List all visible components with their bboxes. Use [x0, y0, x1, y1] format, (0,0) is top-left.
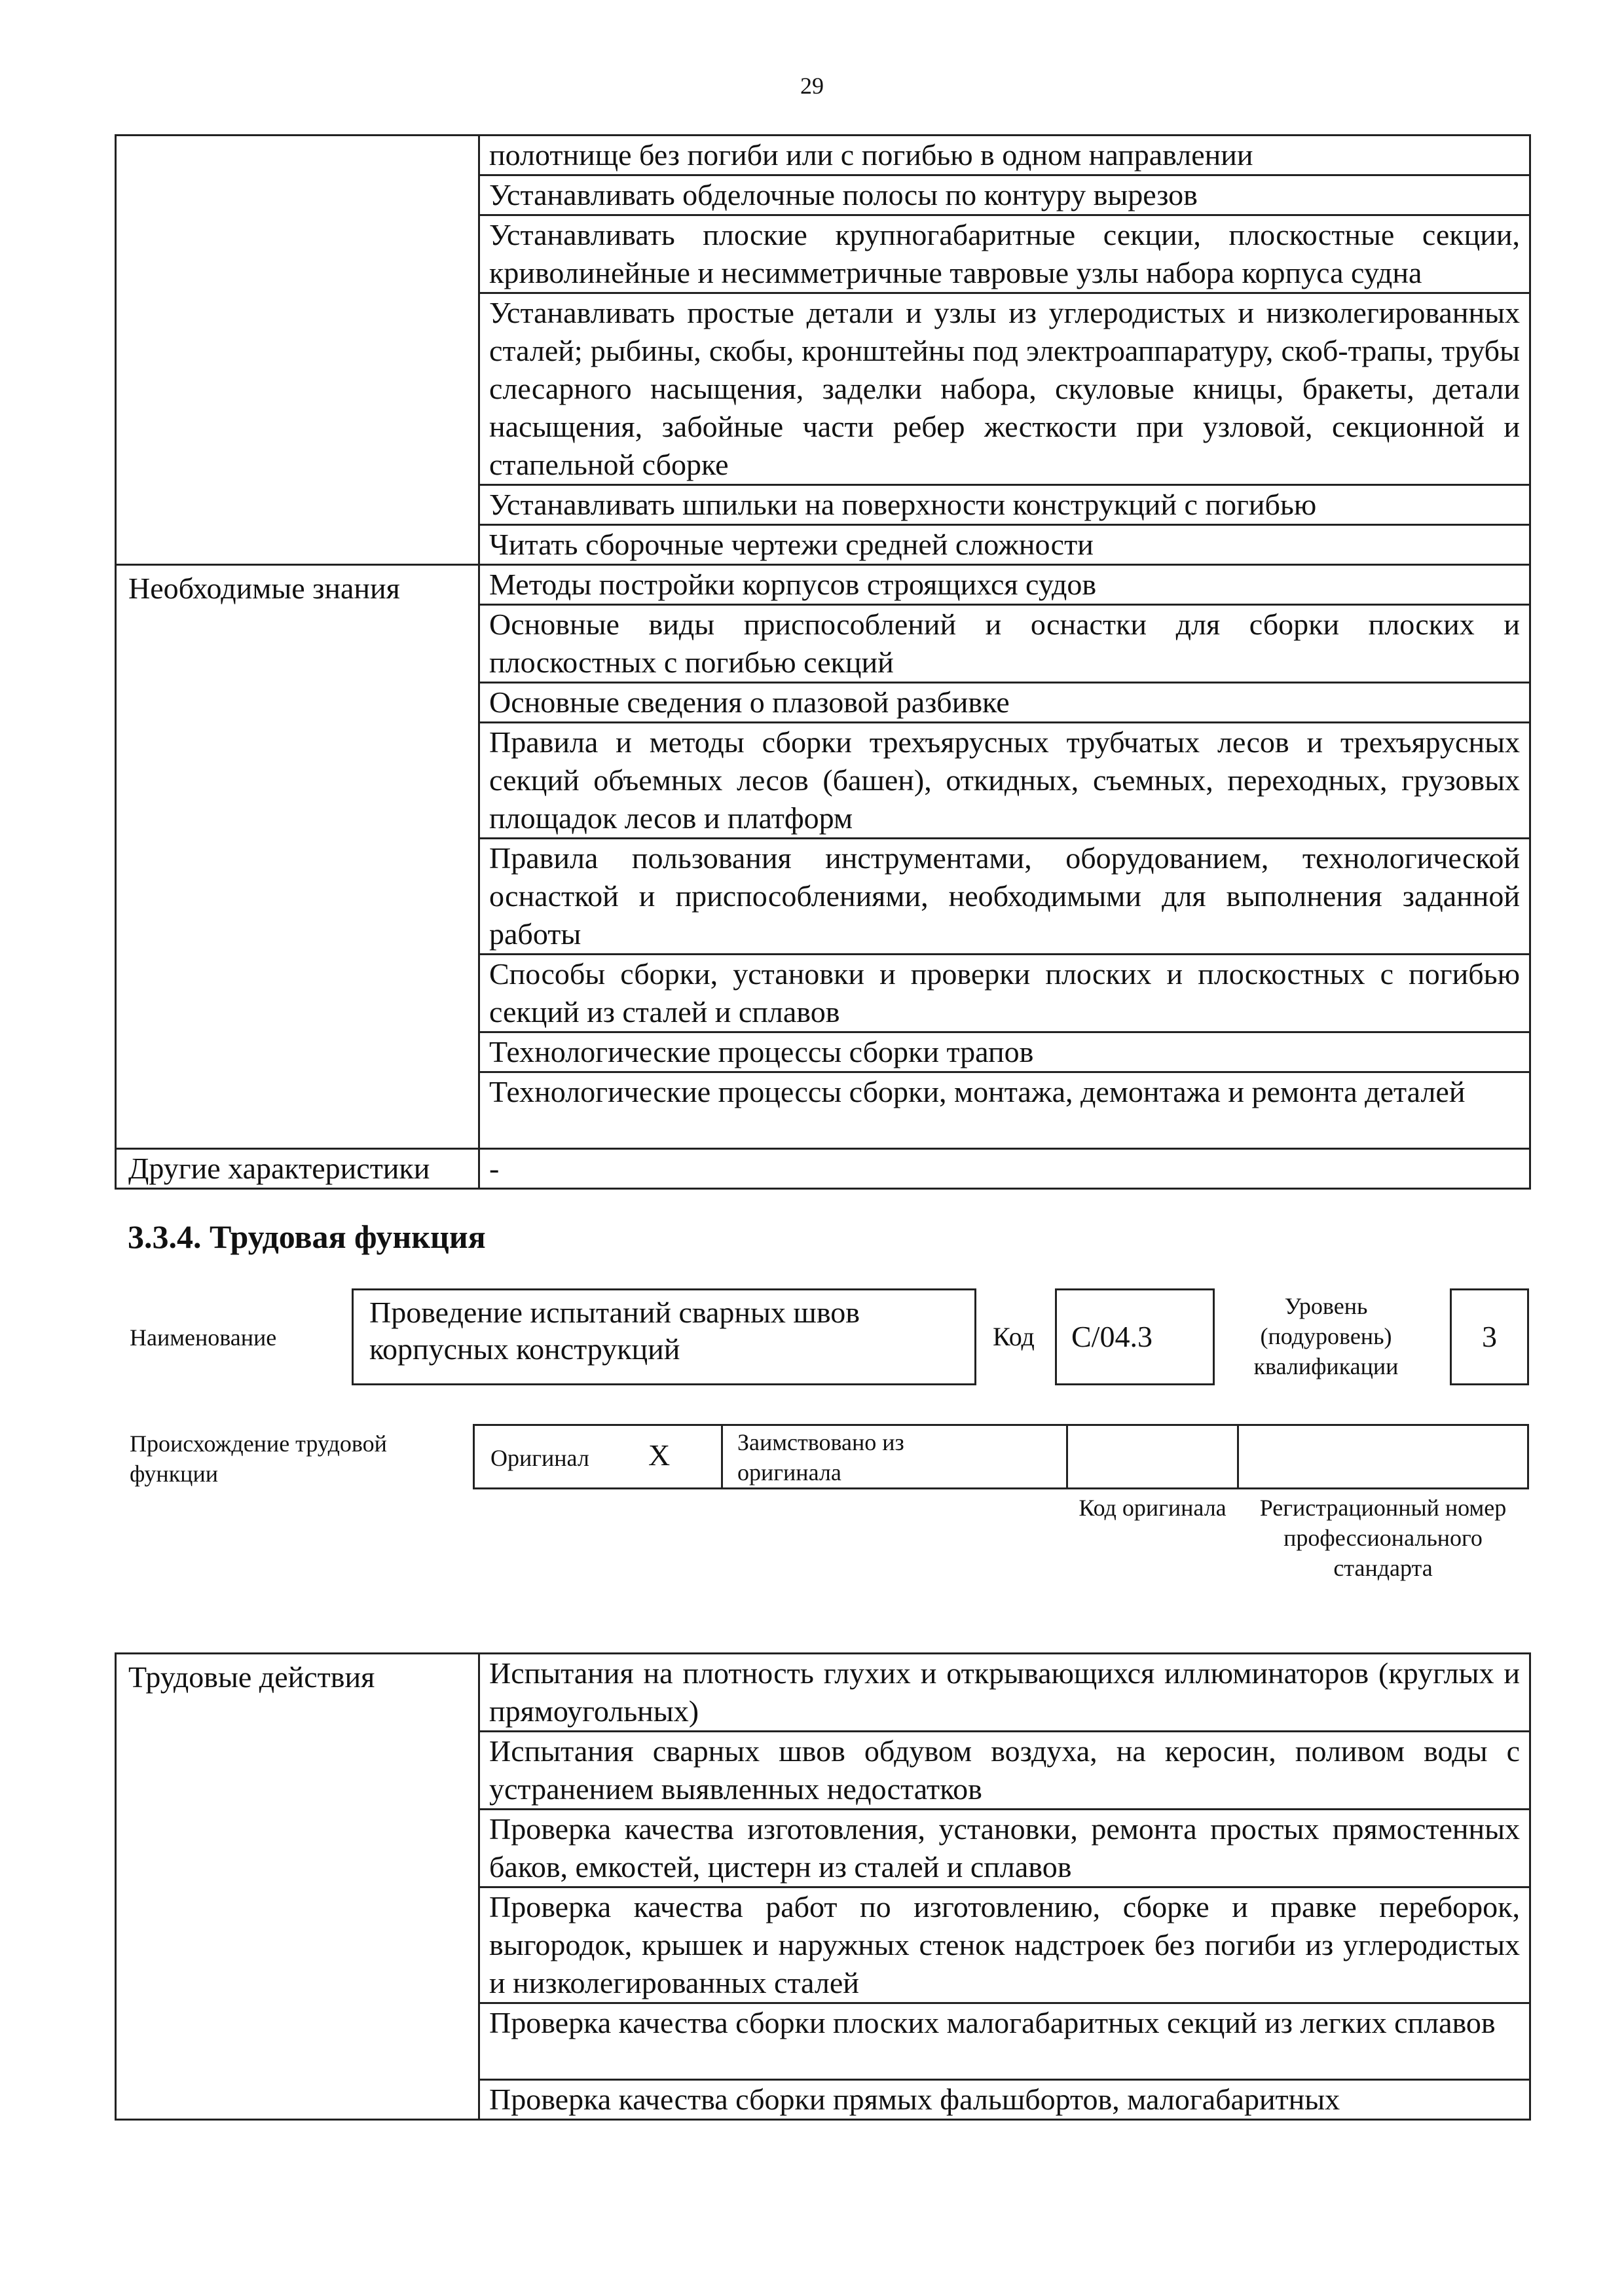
original-cell	[473, 1424, 723, 1489]
borrowed-label: Заимствовано из оригинала	[737, 1429, 904, 1485]
table-cell: -	[479, 1149, 1530, 1189]
table-cell: Технологические процессы сборки трапов	[479, 1032, 1530, 1072]
table-cell: Читать сборочные чертежи средней сложности	[479, 525, 1530, 565]
table-cell: полотнище без погиби или с погибью в одном направлении	[479, 136, 1530, 175]
code-label: Код	[993, 1322, 1035, 1351]
row-label-skills	[116, 136, 479, 565]
table-cell: Устанавливать обделочные полосы по контуру вырезов	[479, 175, 1530, 215]
table-cell: Испытания на плотность глухих и открывающихся иллюминаторов (круглых и прямоугольных)	[479, 1654, 1530, 1732]
table-cell: Устанавливать простые детали и узлы из углеродистых и низколегированных сталей; рыбины, скобы, кронштейны под электроаппаратуру, скоб-трапы, трубы слесарного насыщения, заделки набора, скуловые кницы, бракеты, детали насыщения, забойные части ребер жесткости при узловой, секционной и стапельной сборке	[479, 293, 1530, 485]
row-label-labor-actions: Трудовые действия	[116, 1654, 479, 2120]
table-cell: Правила пользования инструментами, оборудованием, технологической оснасткой и приспособлениями, необходимыми для выполнения заданной работы	[479, 839, 1530, 955]
table-cell: Технологические процессы сборки, монтажа, демонтажа и ремонта деталей	[479, 1072, 1530, 1149]
skills-knowledge-table	[115, 134, 1531, 1190]
table-cell: Проверка качества изготовления, установки, ремонта простых прямостенных баков, емкостей, цистерн из сталей и сплавов	[479, 1810, 1530, 1887]
level-value: 3	[1482, 1320, 1497, 1353]
reg-number-cell	[1237, 1424, 1529, 1489]
function-name-value: Проведение испытаний сварных швов корпусных конструкций	[369, 1296, 860, 1366]
table-cell: Способы сборки, установки и проверки плоских и плоскостных с погибью секций из сталей и сплавов	[479, 955, 1530, 1032]
origin-label: Происхождение трудовой функции	[130, 1430, 387, 1487]
table-cell: Методы постройки корпусов строящихся судов	[479, 565, 1530, 605]
table-cell: Устанавливать шпильки на поверхности конструкций с погибью	[479, 485, 1530, 525]
borrowed-cell	[721, 1424, 1068, 1489]
row-label-other-characteristics: Другие характеристики	[116, 1149, 479, 1189]
table-cell: Устанавливать плоские крупногабаритные секции, плоскостные секции, криволинейные и несимметричные тавровые узлы набора корпуса судна	[479, 215, 1530, 293]
labor-actions-table	[115, 1652, 1531, 2121]
name-label: Наименование	[130, 1324, 277, 1351]
table-cell: Основные сведения о плазовой разбивке	[479, 683, 1530, 723]
origin-code-cell	[1066, 1424, 1239, 1489]
level-value-box	[1450, 1288, 1529, 1385]
section-title: 3.3.4. Трудовая функция	[128, 1218, 486, 1255]
table-cell: Правила и методы сборки трехъярусных трубчатых лесов и трехъярусных секций объемных лесов (башен), откидных, съемных, переходных, грузовых площадок лесов и платформ	[479, 723, 1530, 839]
function-name-box	[352, 1288, 976, 1385]
page-number: 29	[800, 73, 824, 99]
reg-number-caption: Регистрационный номер профессионального стандарта	[1259, 1495, 1507, 1581]
code-value-box	[1055, 1288, 1215, 1385]
row-label-required-knowledge: Необходимые знания	[116, 565, 479, 1149]
table-cell: Проверка качества сборки плоских малогабаритных секций из легких сплавов	[479, 2003, 1530, 2080]
level-label: Уровень (подуровень) квалификации	[1253, 1293, 1399, 1379]
original-mark: X	[648, 1438, 671, 1472]
origin-code-caption: Код оригинала	[1079, 1495, 1227, 1521]
table-cell: Испытания сварных швов обдувом воздуха, на керосин, поливом воды с устранением выявленных недостатков	[479, 1732, 1530, 1810]
code-value: C/04.3	[1071, 1320, 1153, 1353]
original-label: Оригинал	[490, 1445, 589, 1471]
table-cell: Проверка качества работ по изготовлению, сборке и правке переборок, выгородок, крышек и наружных стенок надстроек без погиби из углеродистых и низколегированных сталей	[479, 1887, 1530, 2003]
table-cell: Основные виды приспособлений и оснастки для сборки плоских и плоскостных с погибью секций	[479, 605, 1530, 683]
table-cell: Проверка качества сборки прямых фальшбортов, малогабаритных	[479, 2080, 1530, 2120]
